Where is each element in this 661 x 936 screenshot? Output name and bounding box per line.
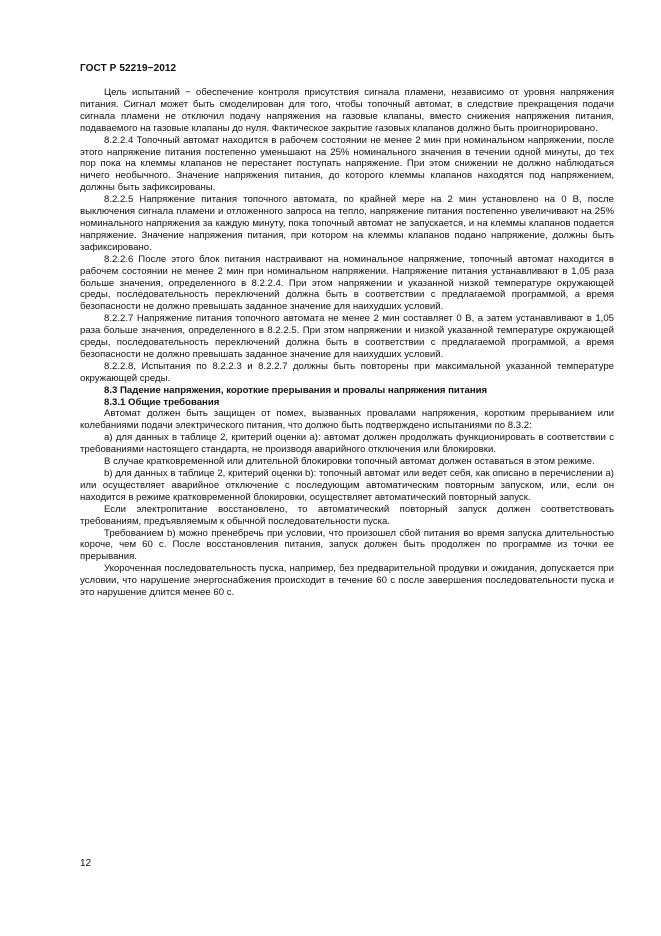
page-number: 12 — [80, 858, 92, 869]
paragraph-item-b: b) для данных в таблице 2, критерий оценки b): топочный автомат или ведет себя, как описано в перечислении а) или осуществляет аварийное отключение с последующим автоматическим повторным запуском, или, если он находится в режиме кратковременной блокировки, осуществляет автоматический повторный запуск. — [80, 468, 614, 503]
paragraph-lockout: В случае кратковременной или длительной блокировки топочный автомат должен оставаться в этом режиме. — [104, 456, 595, 468]
paragraph-item-a: а) для данных в таблице 2, критерий оценки а): автомат должен продолжать функционировать в соответствии с требованиями настоящего стандарта, не производя аварийного отключения или блокировки. — [80, 432, 614, 456]
section-heading-8-3: 8.3 Падение напряжения, короткие прерывания и провалы напряжения питания — [104, 384, 488, 396]
paragraph-protection: Автомат должен быть защищен от помех, вызванных провалами напряжения, коротким прерыванием или колебаниями подачи электрического питания, что должно быть подтверждено испытаниями по 8.3.2: — [80, 408, 614, 432]
paragraph-8-2-2-6: 8.2.2.6 После этого блок питания настраивают на номинальное напряжение, топочный автомат находится в рабочем состоянии не менее 2 мин при номинальном напряжении. Напряжение питания устанавливают в 1,05 раза больше значения, определенного в 8.2.2.4. При этом напряжении и указанной низкой температуре окружающей среды, последовательность переключений должна быть в соответствии с предлагаемой программой, а время безопасности не должно превышать заданное значение для наихудших условий. — [80, 253, 614, 313]
paragraph-8-2-2-8: 8.2.2.8, Испытания по 8.2.2.3 и 8.2.2.7 должны быть повторены при максимальной указанной температуре окружающей среды. — [80, 360, 614, 384]
document-body — [80, 87, 614, 599]
page-header: ГОСТ Р 52219−2012 — [80, 63, 177, 74]
paragraph-purpose: Цель испытаний − обеспечение контроля присутствия сигнала пламени, независимо от уровня напряжения питания. Сигнал может быть смоделирован для того, чтобы топочный автомат, в следствие прекращения подачи сигнала пламени не отключил подачу напряжения на газовые клапаны, вместо снижения напряжения питания, подаваемого на газовые клапаны до нуля. Фактическое закрытие газовых клапанов должно быть проигнорировано. — [80, 87, 614, 134]
paragraph-requirement-b: Требованием b) можно пренебречь при условии, что произошел сбой питания во время запуска длительностью короче, чем 60 с. После восстановления питания, запуск должен быть продолжен по программе из точки ее прерывания. — [80, 527, 614, 563]
paragraph-8-2-2-5: 8.2.2.5 Напряжение питания топочного автомата, по крайней мере на 2 мин установлено на 0 В, после выключения сигнала пламени и отложенного запроса на тепло, напряжение питания постепенно увеличивают на 25% номинального напряжения за каждую минуту, пока топочный автомат не запускается, и на клеммы клапанов подается напряжение. Значение напряжения питания, при котором на клеммы клапанов подано напряжение, должны быть зафиксировано. — [80, 194, 614, 253]
subsection-heading-8-3-1: 8.3.1 Общие требования — [104, 396, 220, 408]
paragraph-restart: Если электропитание восстановлено, то автоматический повторный запуск должен соответствовать требованиям, предъявляемым к обычной последовательности пуска. — [80, 503, 614, 527]
paragraph-8-2-2-4: 8.2.2.4 Топочный автомат находится в рабочем состоянии не менее 2 мин при номинальном напряжении, после этого напряжение питания постепенно уменьшают на 25% номинального значения в течении одной минуты, до тех пор пока на клеммы клапанов не перестанет поступать напряжение. При этом снижении не должно наблюдаться ничего необычного. Значение напряжения питания, до которого клеммы клапанов находятся под напряжением, должны быть зафиксированы. — [80, 134, 614, 194]
paragraph-8-2-2-7: 8.2.2.7 Напряжение питания топочного автомата не менее 2 мин составляет 0 В, а затем устанавливают в 1,05 раза больше значения, определенного в 8.2.2.5. При этом напряжении и низкой указанной температуре окружающей среды, последовательность переключений должна быть в соответствии с предлагаемой программой, а время безопасности не должно превышать заданное значение для наихудших условий. — [80, 313, 614, 360]
paragraph-shortened-sequence: Укороченная последовательность пуска, например, без предварительной продувки и ожидания, допускается при условии, что нарушение энергоснабжения происходит в течение 60 с после завершения последовательности пуска и это нарушение длится менее 60 с. — [80, 563, 614, 599]
